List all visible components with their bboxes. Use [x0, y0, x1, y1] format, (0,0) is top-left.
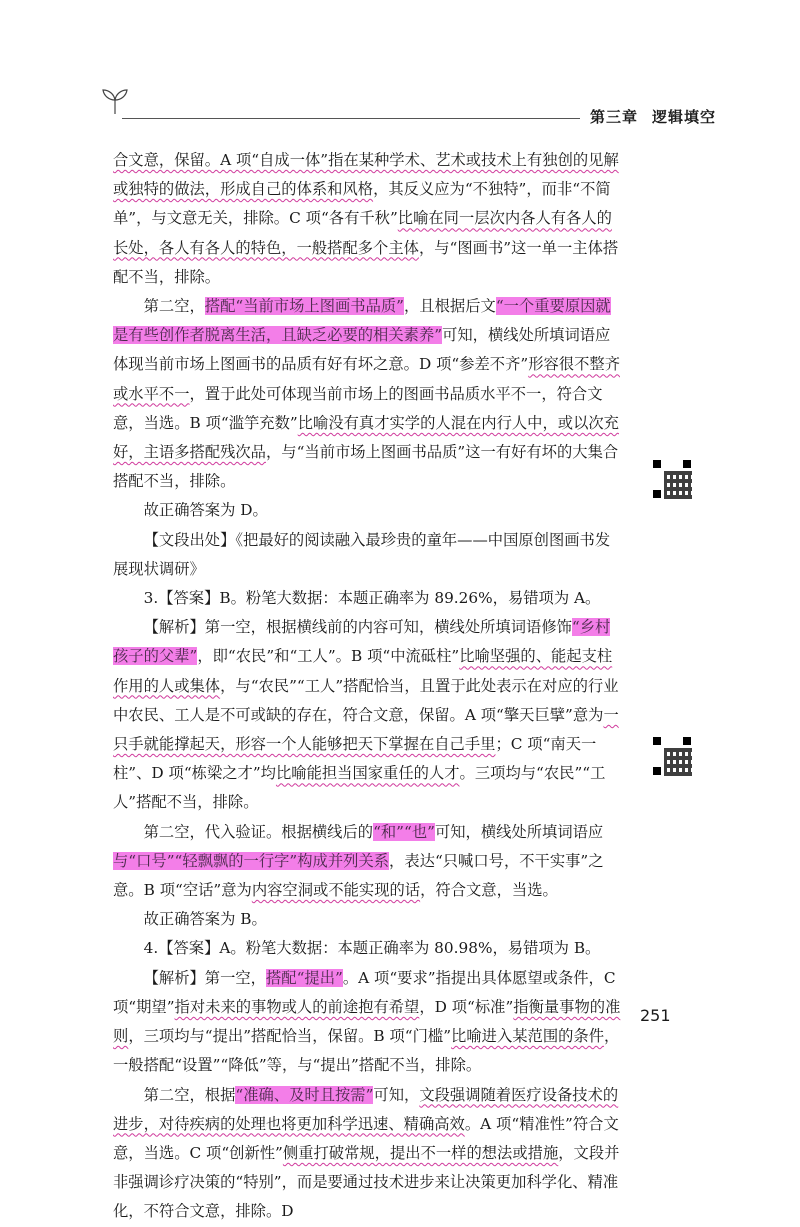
- wavy-text: 合文意，保留。A 项“自成一体”指在某种学术、艺术或技术上有独创的见解或独特的做法，形成自己的体系和风格: [113, 151, 619, 199]
- page-number: 251: [640, 1006, 671, 1025]
- answer-line-2: 故正确答案为 B。: [143, 910, 267, 929]
- wavy-text: 比喻进入某范围的条件: [451, 1027, 605, 1046]
- source-line: 【文段出处】《把最好的阅读融入最珍贵的童年——中国原创图画书发展现状调研》: [113, 530, 611, 578]
- wavy-text: 内容空洞或不能实现的话: [251, 881, 421, 900]
- paragraph-analysis-3: 【解析】第一空，根据横线前的内容可知，横线处所填词语修饰“乡村孩子的父辈”，即“农民”和“工人”。B 项“中流砥柱”比喻坚强的、能起支柱作用的人或集体，与“农民”“工人”搭配恰当，且置于此处表示在对应的行业中农民、工人是不可或缺的存在，符合文意，保留。A 项“擎天巨擘”意为一只手就能撑起天，形容一个人能够把天下掌握在自己手里；C 项“南天一柱”、D 项“栋梁之才”均比喻能担当国家重任的人才。三项均与“农民”“工人”搭配不当，排除。: [113, 618, 619, 812]
- paragraph-1: 合文意，保留。A 项“自成一体”指在某种学术、艺术或技术上有独创的见解或独特的做法，形成自己的体系和风格，其反义应为“不独特”，而非“不简单”，与文意无关，排除。C 项“各有千秋”比喻在同一层次内各人有各人的长处，各人有各人的特色，一般搭配多个主体，与“图画书”这一单一主体搭配不当，排除。: [113, 151, 619, 286]
- paragraph-3b: 第二空，代入验证。根据横线后的“和”“也”可知，横线处所填词语应与“口号”“轻飘飘的一行字”构成并列关系，表达“只喊口号，不干实事”之意。B 项“空话”意为内容空洞或不能实现的话，符合文意，当选。: [113, 822, 604, 900]
- highlight-text: “一个重要原因就是有些创作者脱离生活，且缺乏必要的相关素养”: [113, 297, 611, 345]
- explanation-body: [113, 146, 623, 1227]
- chapter-name: 逻辑填空: [652, 108, 717, 126]
- wavy-text: 一只手就能撑起天，形容一个人能够把天下掌握在自己手里: [113, 705, 619, 754]
- wavy-text: 形容很不整齐或水平不一: [113, 355, 620, 403]
- question-4-answer: 4.【答案】A。粉笔大数据：本题正确率为 80.98%，易错项为 B。: [143, 939, 601, 958]
- paragraph-4b: 第二空，根据“准确、及时且按需”可知，文段强调随着医疗设备技术的进步，对待疾病的处理也将更加科学迅速、精确高效。A 项“精准性”符合文意，当选。C 项“创新性”侧重打破常规，提出不一样的想法或措施，文段并非强调诊疗决策的“特别”，而是要通过技术进步来让决策更加科学化、精准化，不符合文意，排除。D: [113, 1085, 620, 1221]
- wavy-text: 指衡量事物的准则: [113, 997, 621, 1046]
- qr-code-icon[interactable]: [651, 735, 693, 777]
- highlight-text: “乡村孩子的父辈”: [113, 618, 611, 666]
- highlight-text: 搭配“提出”: [265, 968, 343, 987]
- header-rule: [122, 118, 580, 119]
- running-header: [0, 88, 800, 128]
- wavy-text: 侧重打破常规，提出不一样的想法或措施: [282, 1143, 559, 1162]
- wavy-text: 指对未来的事物或人的前途抱有希望: [174, 997, 420, 1016]
- chapter-number: 第三章: [590, 108, 639, 126]
- qr-code-icon[interactable]: [651, 458, 693, 500]
- chapter-title: [590, 106, 716, 127]
- wavy-text: 比喻在同一层次内各人有各人的长处，各人有各人的特色，一般搭配多个主体: [113, 209, 612, 257]
- answer-line-1: 故正确答案为 D。: [143, 501, 268, 520]
- paragraph-2: 第二空，搭配“当前市场上图画书品质”，且根据后文“一个重要原因就是有些创作者脱离生活，且缺乏必要的相关素养”可知，横线处所填词语应体现当前市场上图画书的品质有好有坏之意。D 项“参差不齐”形容很不整齐或水平不一，置于此处可体现当前市场上的图画书品质水平不一，符合文意，当选。B 项“滥竽充数”比喻没有真才实学的人混在内行人中，或以次充好，主语多搭配残次品，与“当前市场上图画书品质”这一有好有坏的大集合搭配不当，排除。: [113, 297, 620, 491]
- wavy-text: 比喻能担当国家重任的人才: [275, 764, 460, 783]
- wavy-text: 文段强调随着医疗设备技术的进步，对待疾病的处理也将更加科学迅速、精确高效: [113, 1085, 619, 1133]
- leaf-icon: [100, 88, 130, 116]
- wavy-text: 比喻没有真才实学的人混在内行人中，或以次充好，主语多搭配残次品: [113, 413, 619, 462]
- highlight-text: “和”“也”: [373, 822, 435, 841]
- paragraph-analysis-4: 【解析】第一空，搭配“提出”。A 项“要求”指提出具体愿望或条件，C 项“期望”指对未来的事物或人的前途抱有希望，D 项“标准”指衡量事物的准则，三项均与“提出”搭配恰当，保留。B 项“门槛”比喻进入某范围的条件，一般搭配“设置”“降低”等，与“提出”搭配不当，排除。: [113, 968, 621, 1075]
- highlight-text: 与“口号”“轻飘飘的一行字”构成并列关系: [113, 851, 390, 870]
- question-3-answer: 3.【答案】B。粉笔大数据：本题正确率为 89.26%，易错项为 A。: [143, 589, 601, 608]
- wavy-text: 比喻坚强的、能起支柱作用的人或集体: [113, 647, 613, 695]
- highlight-text: “准确、及时且按需”: [235, 1085, 374, 1104]
- highlight-text: 搭配“当前市场上图画书品质”: [204, 297, 405, 316]
